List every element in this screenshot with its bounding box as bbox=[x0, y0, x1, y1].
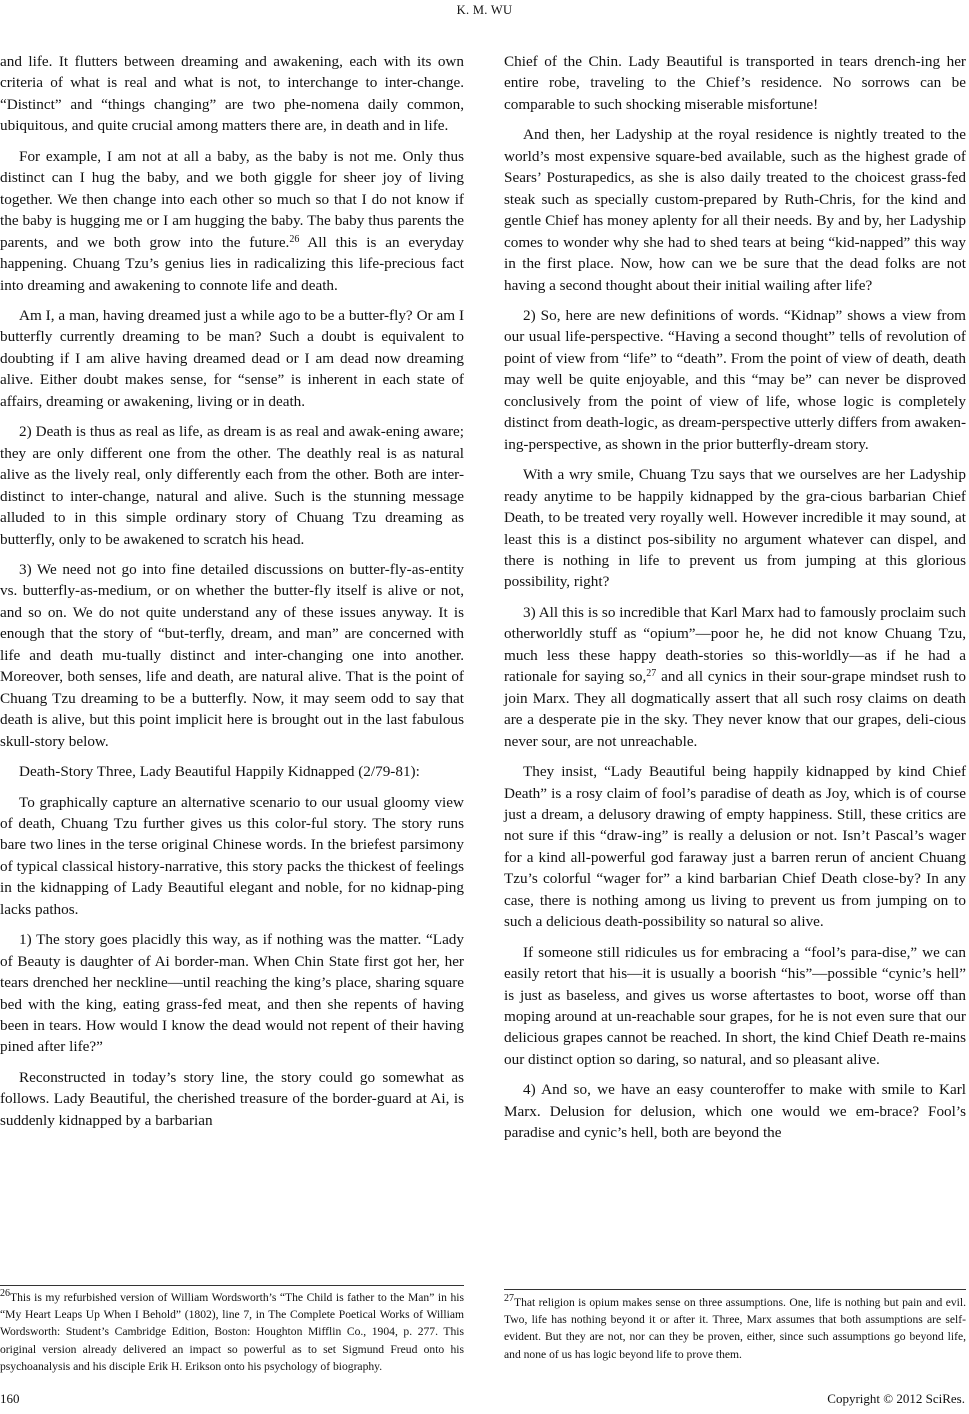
paragraph bbox=[504, 602, 966, 752]
footnote-27 bbox=[504, 1294, 966, 1363]
paragraph-text: 3) All this is so incredible that Karl Marx had to famously proclaim such otherworldly stuff as “opium”—poor he, he did not know Chuang Tzu, much less these happy death-stories so this-worldly—as if he had a rationale for saying so, bbox=[504, 603, 966, 686]
page-number: 160 bbox=[0, 1391, 20, 1406]
paragraph: Reconstructed in today’s story line, the story could go somewhat as follows. Lady Beautiful, the cherished treasure of the border-guard at Ai, is suddenly kidnapped by a barbarian bbox=[0, 1068, 464, 1129]
paragraph: To graphically capture an alternative scenario to our usual gloomy view of death, Chuang Tzu further gives us this color-ful story. The story runs bare two lines in the terse original Chinese words. In the briefest parsimony of typical classical history-narrative, this story packs the thickest of feelings in the kidnapping of Lady Beautiful elegant and noble, for no kidnap-ping lacks pathos. bbox=[0, 793, 464, 918]
paragraph: Chief of the Chin. Lady Beautiful is transported in tears drench-ing her entire robe, traveling to the Chief’s residence. No sorrows can be comparable to such shocking miserable misfortune! bbox=[504, 53, 966, 113]
footnote-divider bbox=[504, 1289, 966, 1290]
footnote-divider bbox=[0, 1285, 464, 1286]
paragraph: 2) So, here are new definitions of words. “Kidnap” shows a view from our usual life-perspective. “Having a second thought” tells of revolution of point of view from “life” to “death”. From the point of view of death, death may well be quite enjoyable, and this “may be” can never be disproved conclusively from the point of view of life, whose logic is completely distinct from death-logic, as dream-perspective utterly differs from awaken-ing-perspective, as shown in the prior butterfly-dream story. bbox=[504, 306, 966, 453]
paragraph bbox=[0, 146, 464, 296]
footnote-number: 27 bbox=[504, 1293, 514, 1304]
copyright-notice: Copyright © 2012 SciRes. bbox=[827, 1391, 965, 1406]
paragraph: 1) The story goes placidly this way, as if nothing was the matter. “Lady of Beauty is daughter of Ai border-man. When Chin State first got her, her tears drenched her neckline—until reaching the king’s place, sharing square bed with the king, eating grass-fed meat, and then she repents of having been in tears. How would I know the dead would not repent of their having pined after life?” bbox=[0, 931, 464, 1056]
paragraph: and life. It flutters between dreaming and awakening, each with its own criteria of what is real and what is not, to interchange to inter-change. “Distinct” and “things changing” are two phe-nomena daily common, ubiquitous, and quite crucial among matters there are, in death and in life. bbox=[0, 53, 464, 135]
section-heading: Death-Story Three, Lady Beautiful Happily Kidnapped (2/79-81): bbox=[19, 763, 420, 781]
paragraph: 4) And so, we have an easy counteroffer to make with smile to Karl Marx. Delusion for delusion, which one would we em-brace? Fool’s paradise and cynic’s hell, both are beyond the bbox=[504, 1081, 966, 1142]
paragraph: They insist, “Lady Beautiful being happily kidnapped by kind Chief Death” is a rosy claim of fool’s paradise of death as Joy, which is of course just a dream, a delusory drawing of empty happiness. Still, these critics are not sure if this “draw-ing” is really a delusion or not. Isn’t Pascal’s wager for a kind all-powerful god faraway just a barren rerun of ancient Chuang Tzu’s colorful “wager for” a kind barbarian Chief Death close-by? In any case, there is nothing among us living to prevent us from jumping on to such a delicious death-possibility so natural so alive. bbox=[504, 763, 966, 931]
paragraph: With a wry smile, Chuang Tzu says that we ourselves are her Ladyship ready anytime to be happily kidnapped by the gra-cious barbarian Chief Death, to be treated very royally well. However incredible it may sound, at least this is a distinct pos-sibility no argument whatever can dispel, and there is nothing in life to prevent us from jumping at this glorious possibility, right? bbox=[504, 466, 966, 591]
paragraph: And then, her Ladyship at the royal residence is nightly treated to the world’s most expensive square-bed available, such as the highest grade of Sears’ Posturapedics, as she is also daily treated to the choicest grass-fed steak such as specially custom-prepared by Ruth-Chris, for the kind and gentle Chief has money aplenty for all their needs. By and by, her Ladyship comes to wonder why she had to shed tears at being “kid-napped” this way in the first place. Now, how can we be sure that the dead folks are not having a second thought about their initial wailing after life? bbox=[504, 126, 966, 294]
running-header: K. M. WU bbox=[456, 3, 513, 17]
paragraph: 2) Death is thus as real as life, as dream is as real and awak-ening aware; they are only different one from the other. The deathly real is as natural alive as the lively real, only differently each from the other. Both are inter-distinct to inter-change, natural and alive. Such is the stunning message alluded to in this simple ordinary story of Chuang Tzu dreaming as butterfly, only to be awakened to scratch his head. bbox=[0, 423, 464, 548]
footnote-text: That religion is opium makes sense on three assumptions. One, life is nothing but pain and evil. Two, life has nothing beyond it or after it. Three, Marx assumes that both assumptions are self-evident. But they are not, nor can they be proven, either, since such assumptions go beyond life, and none of us has logic beyond life to prove them. bbox=[504, 1296, 966, 1361]
paragraph: Am I, a man, having dreamed just a while ago to be a butter-fly? Or am I butterfly currently dreaming to be man? Such a doubt is equivalent to doubting if I am alive having dreamed dead or I am dead now dreaming alive. Either doubt makes sense, for “sense” is inherent in each state of affairs, dreaming or awakening, living or in death. bbox=[0, 306, 464, 410]
paragraph: If someone still ridicules us for embracing a “fool’s para-dise,” we can easily retort that his—it is usually a boorish “his”—possible “cynic’s hell” is just as baseless, and gives us worse aftertastes to boot, worse off than moping around at un-reachable sour grapes, for he is not even sure that our delicious grapes cannot be reached. In short, the kind Chief Death re-mains our distinct option so daring, so natural, and so pleasant alive. bbox=[504, 943, 966, 1068]
paragraph: 3) We need not go into fine detailed discussions on butter-fly-as-entity vs. butterfly-as-medium, or on whether the butter-fly itself is alive or not, and so on. We do not quite understand any of these issues anyway. It is enough that the story of “but-terfly, dream, and man” are concerned with life and death mu-tually distinct and inter-changing one into another. Moreover, both senses, life and death, are natural alive. That is the point of Chuang Tzu dreaming to be a butterfly. Now, it may seem odd to say that death is alive, but this point implicit here is brought out in the last fabulous skull-story below. bbox=[0, 560, 464, 750]
paragraph-text: All this is an everyday happening. Chuang Tzu’s genius lies in radicalizing this life-precious fact into dreaming and awakening to connote life and death. bbox=[0, 233, 464, 294]
footnote-number: 26 bbox=[0, 1288, 10, 1299]
footnote-text: This is my refurbished version of William Wordsworth’s “The Child is father to the Man” in his “My Heart Leaps Up When I Behold” (1802), line 7, in The Complete Poetical Works of William Wordsworth: Student’s Cambridge Edition, Boston: Houghton Mifflin Co., 1904, p. 277. This original version already delivered an impact so powerful as to set Sigmund Freud onto his psychoanalysis and his disciple Erik H. Erikson onto his psychology of biography. bbox=[0, 1291, 464, 1373]
footnote-26 bbox=[0, 1289, 464, 1375]
paragraph-text: For example, I am not at all a baby, as the baby is not me. Only thus distinct can I hug the baby, and we both giggle for sheer joy of living together. We then change into each other so much so that I do not know if the baby is hugging me or I am hugging the baby. The baby thus parents the parents, and we both grow into the future. bbox=[0, 147, 464, 251]
footnote-ref-26[interactable]: 26 bbox=[289, 233, 300, 245]
left-column bbox=[0, 51, 464, 1140]
footnote-ref-27[interactable]: 27 bbox=[646, 668, 657, 680]
right-column bbox=[504, 51, 966, 1153]
paragraph-text: and all cynics in their sour-grape mindset rush to join Marx. They all dogmatically assert that all such rosy claims on death are a desperate pie in the sky. They never know that our grapes, deli-cious never sour, are not unreachable. bbox=[504, 668, 966, 750]
